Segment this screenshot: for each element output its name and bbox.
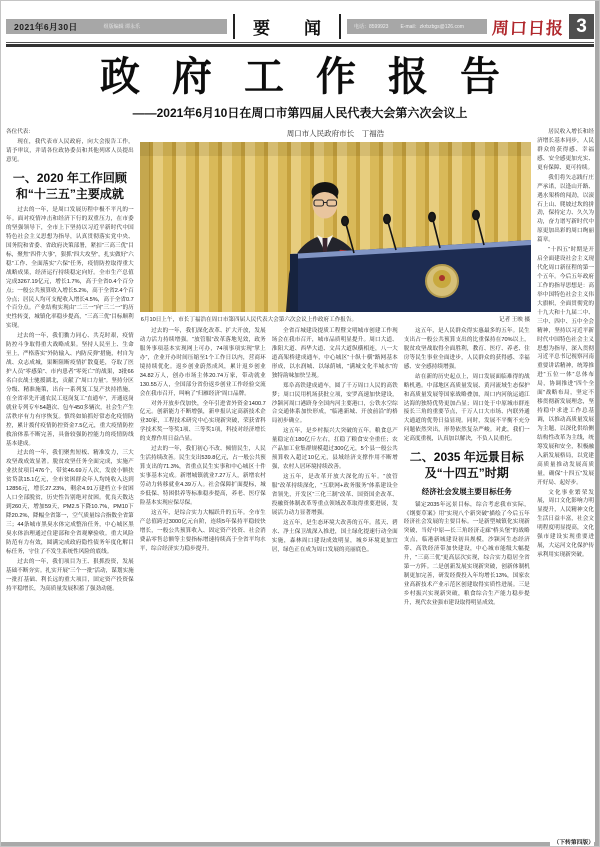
national-emblem-icon xyxy=(426,265,458,297)
paragraph: 站在新的历史起点上，周口发展面临难得的战略机遇。中部地区高质量发展、黄河流域生态保护和高质量发展等国家战略叠加，周口内河航运通江达海的独特优势更加凸显；周口处于中原城市群连接长三角的重要节点，千万人口大市场、内联外通大通道的优势日益显现。同时，发展不平衡不充分问题依然突出，形势依然复杂严峻。对此，我们一定高度重视，认真加以解决，不负人民重托。 xyxy=(403,373,530,443)
author-byline: 周口市人民政府市长 丁福浩 xyxy=(286,129,385,138)
photo-credit: 记者 王映 摄 xyxy=(499,317,531,323)
photo-illustration xyxy=(140,142,531,312)
section-2-heading-line2: 及“十四五”时期 xyxy=(424,466,509,481)
paragraph: 这五年，是乡村振兴大突破的五年。粮食总产量稳定在180亿斤左右，扛稳了粮食安全重任；农产品加工业集群规模超过300亿元，5个县一般公共预算收入超过10亿元，县域经济支撑作用不断增强，农村人居环境持续改善。 xyxy=(271,428,398,471)
paragraph: “十四五”时期是开启全面建设社会主义现代化周口新征程的第一个五年。今后五年政府工作的指导思想是：高举中国特色社会主义伟大旗帜，全面贯彻党的十九大和十九届二中、三中、四中、五中全会精神，坚持以习近平新时代中国特色社会主义思想为指导，深入贯彻习近平总书记视察河南重要讲话精神，统筹推进“五位一体”总体布局，协调推进“四个全面”战略布局，坚定不移贯彻新发展理念，坚持稳中求进工作总基调，以推动高质量发展为主题，以深化供给侧结构性改革为主线，统筹发展和安全，积极融入新发展格局，以党建高质量推动发展高质量，确保“十四五”发展开好局、起好步。 xyxy=(537,247,595,486)
paragraph: 过去的一年，我们聚焦短板、精准发力，三大攻坚战成效显著。脱贫攻坚任务全面完成，实施产业扶贫项目476个，带贫46.69万人次，发放小额扶贫贷款15.1亿元，全市贫困群众年人均纯收入达到12856元，增长27.23%，剩余4.91万建档立卡贫困人口全部脱贫，历史性告别绝对贫困。优良天数达到260天，增加59天，PM2.5下降10.7%，PM10下降20.2%，降幅全省第一，空气质量综合指数全省第三；44条城市黑臭水体完成整治任务，中心城区黑臭水体治理通过住建部和全省观摩验收。重大风险防范有力有效，圆满完成政府隐性债务年度化解目标任务，守住了不发生系统性风险的底线。 xyxy=(6,450,134,555)
page-number: 3 xyxy=(569,14,594,39)
column-3 xyxy=(272,327,398,846)
section-2-subheading: 经济社会发展主要目标任务 xyxy=(421,486,512,496)
paragraph: 现在，我代表市人民政府，向大会报告工作，请予审议，并请各位政协委员和其他列席人员提出意见。 xyxy=(6,138,134,163)
paragraph: 过去的一年，我们初心不改、倾情民生，人民生活持续改善。民生支出539.8亿元，占一般公共预算支出的71.3%，省重点民生实事和中心城区十件实事基本完成。新增城镇就业7.27万人，新增农村劳动力转移就业4.39万人。社会保障扩面提标，城乡低保、特困供养等标准稳步提高，养老、医疗保险基本实现应保尽保。 xyxy=(139,446,266,506)
photo-caption-row xyxy=(141,315,530,323)
column-2 xyxy=(140,327,266,846)
article-body xyxy=(1,128,599,846)
newspaper-brand: 周口日报 xyxy=(491,19,565,39)
phone-number: 电话：8599923 xyxy=(354,24,389,30)
column-1 xyxy=(6,128,134,846)
paragraph: 对外开放步伐加快，全年引进省外资金1400.7亿元。创新能力不断增强，新申报认定高新技术企业30家，工程技术研究中心实现新突破，荣获省科学技术奖一等奖1项、三等奖1项，科技对经济增长的支撑作用日益凸显。 xyxy=(139,400,266,443)
paragraph: 锚定2035年远景目标，综合考虑我市实际，《纲要草案》用“实现八个新突破”描绘了今后五年经济社会发展的主要目标。一是新型城镇化实现新突破，当好中原—长三角经济走廊“桥头堡”的战略支点，临港新城建设初具规模，沙颍河生态经济带、高铁经济带加快建设，中心城市能级大幅提升，“三高三优”更高层次实现，综合实力稳居全省第一方阵。二是创新发展实现新突破，创新体制机制更加完善，研发经费投入年均增长13%，国家农业高新技术产业示范区创建取得实质性进展。三是乡村振兴实现新突破，粮食综合生产能力稳步提升，现代农业强市建设取得明显成效。 xyxy=(403,501,530,606)
editor-credit: 组版编辑 谭永乐 xyxy=(103,24,140,30)
section-title: 要 闻 xyxy=(233,14,341,39)
paragraph: 过去的一年，我们勠力同心、共克时艰，疫情防控斗争取得重大战略成果。坚持人民至上、生命至上，严格落实“外防输入、内防反弹”措施，村自为战、众志成城，果断阻断疫情扩散蔓延，夺取了医护人员“零感染”、市内患者“零死亡”的战果，3批66名白衣战士驰援湖北，贡献了“周口力量”。坚持分区分级、精准施策，出台一系列复工复产扶持措施，在全省率先开通农民工返岗复工“直通车”，开通返岗就业专列专车54趟次、包车450多辆次，社会生产生活秩序有力有序恢复。慎终如始抓好常态化疫情防控，累计拨付疫情防控资金7.5亿元，重大疫情防控救治体系不断完善，具备较强防控能力的疫情防线基本建成。 xyxy=(6,333,134,447)
header-left-bar xyxy=(6,19,227,34)
paragraph: 这五年，是生态环境大改善的五年。蓝天、碧水、净土保卫战深入推进，国土绿化提速行动全面实施，森林周口建设成效明显，城乡环境更加宜居，绿色正在成为周口发展的亮丽底色。 xyxy=(271,519,398,553)
section-2-heading xyxy=(404,449,530,481)
paragraph: 过去的一年，我们项目为王、狠抓投资，发展基础不断夯实。扎实开展“三个一批”活动，谋划实施一批打基础、利长远的重大项目，固定资产投资保持平稳增长，为高质量发展积蓄了强劲动能。 xyxy=(6,558,134,592)
column-5 xyxy=(537,128,594,846)
paragraph: 文化事业繁荣发展，周口文化影响力明显提升，人民精神文化生活日益丰富，社会文明程度明显提高，文化强市建设实现重要进展，大运河文化保护传承利用实现新突破。 xyxy=(537,489,595,559)
paragraph: 我们将矢志践行庄严承诺，以逢山开路、遇水架桥的闯劲，以滚石上山、爬坡过坎的拼劲，保持定力、久久为功，奋力谱写新时代中原更加出彩的周口绚丽篇章。 xyxy=(537,174,595,244)
speaker-photo xyxy=(140,142,531,312)
section-1-heading: 一、2020 年工作回顾 和“十三五”主要成就 xyxy=(12,170,127,201)
photo-caption: 6月10日上午，市长丁福浩在周口市第四届人民代表大会第六次会议上作政府工作报告。 xyxy=(140,317,358,323)
paragraph: 过去的一年，我们深化改革、扩大开放，发展动力活力持续增强。“放管服”改革落地见效，政务服务事项基本实现网上可办，74项事项实现“掌上办”，企业开办时间压缩至1个工作日以内，营商环境持续优化。返乡创业蔚然成风，累计返乡创业34.82万人，创办市场主体20.74万家，带动就业130.55万人，全国部分省份返乡创业工作经验交流会在我市召开，叫响了“归雁经济”周口品牌。 xyxy=(139,328,266,397)
section-2-heading-line1: 二、2035 年远景目标 xyxy=(409,450,524,465)
paragraph: 全省百城建设提质工程暨文明城市创建工作现场会在我市召开，城市品质明显提升。周口大道、淮阳大道、西华大道、文昌大道纵横相连，八一大道高架桥建成通车，中心城区“十纵十横”路网基本形成，以水润城、以绿荫城，“满城文化半城水”的独特韵味加快呈现。 xyxy=(271,328,398,379)
column-4 xyxy=(404,327,530,846)
continued-notice: （下转第四版） xyxy=(550,837,594,846)
paragraph: 郑阜高铁建成通车，圆了千万周口人民的高铁梦；周口民用机场获批立项，安罗高速加快建设，沙颍河周口港跻身全国内河主要港口，公铁水空综合交通体系加快形成，“临港新城、开放前沿”的格局初步确立。 xyxy=(271,382,398,425)
email-address: E-mail：zkrbzbgs@126.com xyxy=(400,24,464,30)
paragraph: 居民收入增长和经济增长基本同步，人民群众的获得感、幸福感、安全感更加充实、更有保障、更可持续。 xyxy=(537,129,595,171)
paragraph: 这五年，是人民群众得实惠最多的五年。民生支出占一般公共预算支出的比重保持在70%以上，脱贫攻坚战取得全面胜利，教育、医疗、养老、住房等民生事业全面进步，人民群众的获得感、幸福感、安全感持续增强。 xyxy=(403,328,530,370)
header-rule-thick xyxy=(6,44,594,47)
issue-date: 2021年6月30日 xyxy=(14,21,78,32)
center-block xyxy=(140,128,531,846)
report-subtitle: ——2021年6月10日在周口市第四届人民代表大会第六次会议上 xyxy=(132,106,468,120)
header-right-bar xyxy=(347,19,487,34)
paragraph: 这五年，是改革开放大深化的五年。“放管服”改革持续深化，“互联网+政务服务”体系建设全省领先，开发区“三化三制”改革、国资国企改革、投融资体制改革等重点领域改革取得重要进展，发展活力动力显著增强。 xyxy=(271,474,398,516)
page-header xyxy=(6,14,594,39)
paragraph: 过去的一年，是周口发展历程中极不平凡的一年。面对疫情冲击和经济下行的双重压力，在市委的坚强领导下，全市上下坚持以习近平新时代中国特色社会主义思想为指导，认真贯彻落实党中央、国务院和省委、省政府决策部署，紧扣“三高三优”目标，聚焦“四件大事”，狠抓“四大攻坚”，扎实做好“六稳”工作、全面落实“六保”任务，疫情防控取得重大战略成果，经济运行持续稳定向好。全市生产总值完成3267.19亿元，增长1.7%，高于全省0.4个百分点；一般公共预算收入增长5.2%，高于全省2.4个百分点；居民人均可支配收入增长4.5%，高于全省0.7个百分点。产业结构实现由“二三一”向“三二一”的历史性转变，城镇化率稳步提高，“三高三优”目标顺利实现。 xyxy=(6,207,134,330)
salutation: 各位代表： xyxy=(6,129,34,135)
header-rule-thin xyxy=(6,42,594,43)
middle-columns xyxy=(140,327,531,846)
report-title: 政府工作报告 xyxy=(100,53,532,100)
paragraph: 这五年，是综合实力大幅跃升的五年。全市生产总值跨过3000亿元台阶，连续5年保持平稳较快增长，一般公共预算收入、固定资产投资、社会消费品零售总额等主要指标增速持续高于全省平均水平，综合经济实力稳步提升。 xyxy=(139,509,266,552)
